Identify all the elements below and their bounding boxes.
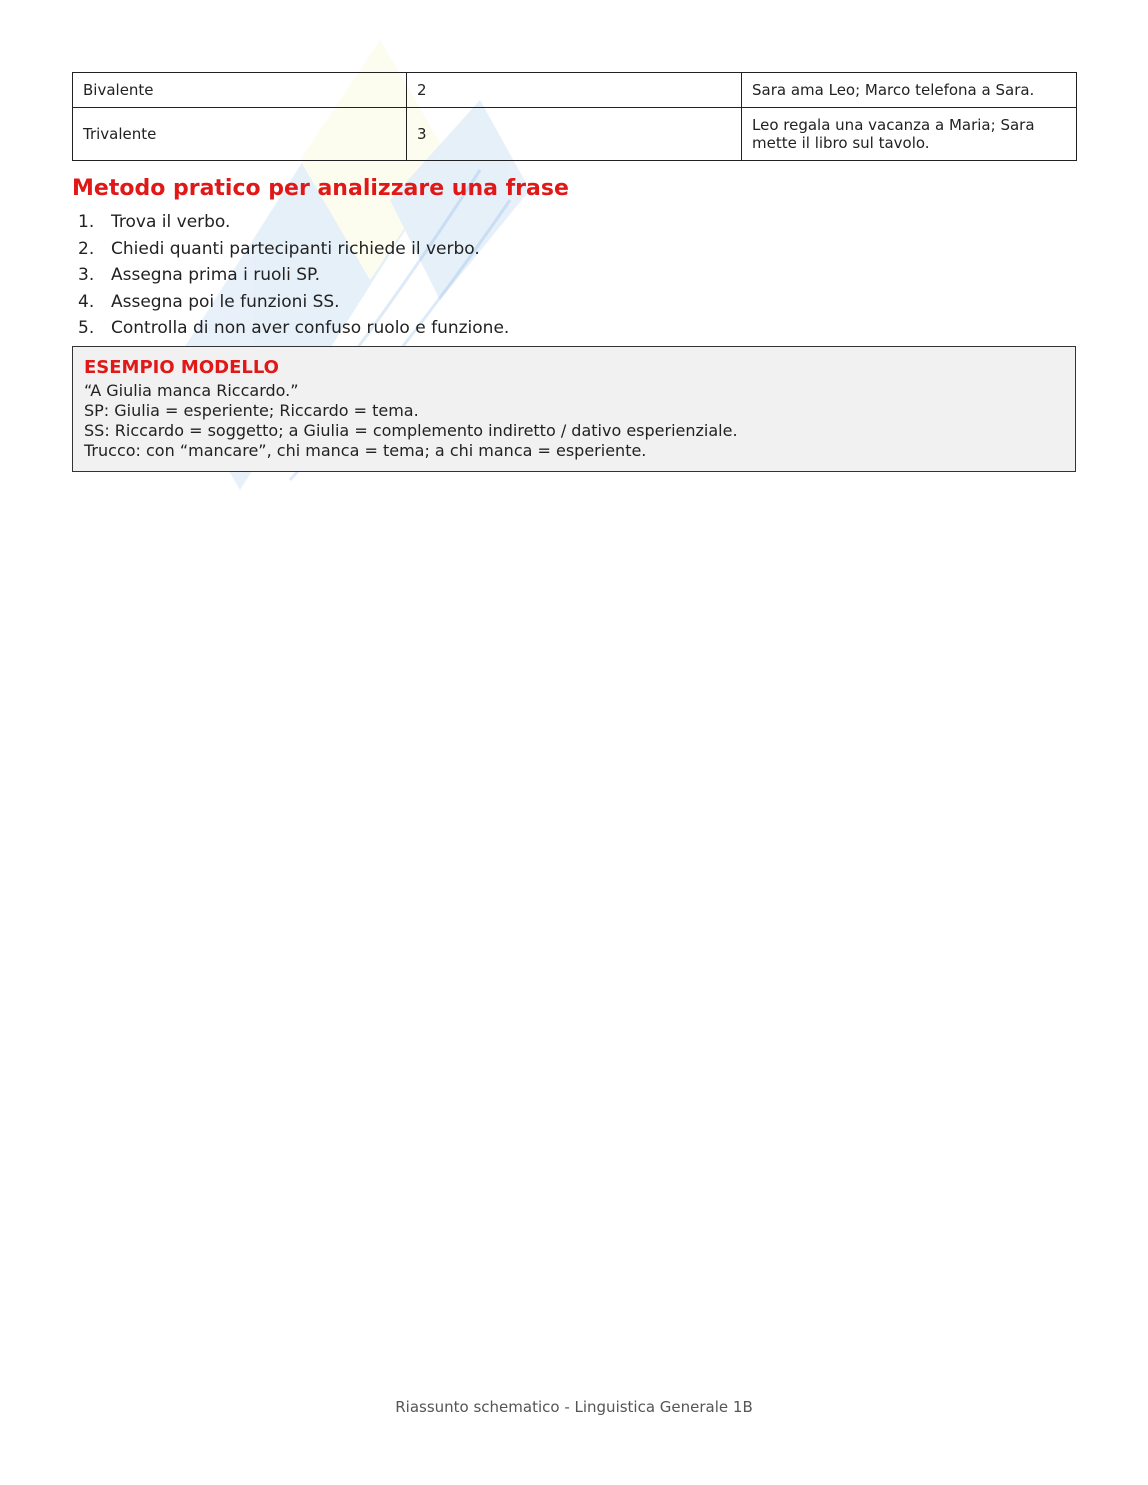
list-item xyxy=(72,289,1076,316)
table-cell-example: Leo regala una vacanza a Maria; Sara mette il libro sul tavolo. xyxy=(742,108,1077,161)
page-content xyxy=(72,72,1076,472)
list-item-number: 2. xyxy=(78,238,95,259)
table-cell-example: Sara ama Leo; Marco telefona a Sara. xyxy=(742,73,1077,108)
table-cell-type: Bivalente xyxy=(73,73,407,108)
example-box xyxy=(72,346,1076,472)
list-item-number: 5. xyxy=(78,318,95,338)
page-footer: Riassunto schematico - Linguistica Generale 1B xyxy=(395,1398,753,1416)
table-cell-type: Trivalente xyxy=(73,108,407,161)
example-line: SS: Riccardo = soggetto; a Giulia = complemento indiretto / dativo esperienziale. xyxy=(84,420,738,440)
example-line: “A Giulia manca Riccardo.” xyxy=(84,380,299,400)
table-row xyxy=(73,73,1077,108)
steps-list xyxy=(72,209,1076,342)
example-title: ESEMPIO MODELLO xyxy=(84,356,279,378)
list-item-text: Assegna prima i ruoli SP. xyxy=(111,265,321,285)
table-cell-count: 2 xyxy=(407,73,742,108)
list-item-number: 3. xyxy=(78,265,95,285)
section-heading: Metodo pratico per analizzare una frase xyxy=(72,176,569,201)
example-line: SP: Giulia = esperiente; Riccardo = tema. xyxy=(84,400,419,420)
valency-table xyxy=(72,72,1077,161)
table-row xyxy=(73,108,1077,161)
list-item xyxy=(72,262,1076,289)
table-cell-count: 3 xyxy=(407,108,742,161)
list-item-text: Controlla di non aver confuso ruolo e funzione. xyxy=(111,318,510,338)
list-item xyxy=(72,236,1076,263)
list-item-number: 4. xyxy=(78,291,95,312)
list-item-number: 1. xyxy=(78,212,95,232)
example-line: Trucco: con “mancare”, chi manca = tema; a chi manca = esperiente. xyxy=(84,440,647,460)
list-item-text: Chiedi quanti partecipanti richiede il verbo. xyxy=(111,238,480,259)
list-item xyxy=(72,209,1076,236)
list-item-text: Trova il verbo. xyxy=(111,212,231,232)
list-item xyxy=(72,315,1076,342)
list-item-text: Assegna poi le funzioni SS. xyxy=(111,291,340,312)
